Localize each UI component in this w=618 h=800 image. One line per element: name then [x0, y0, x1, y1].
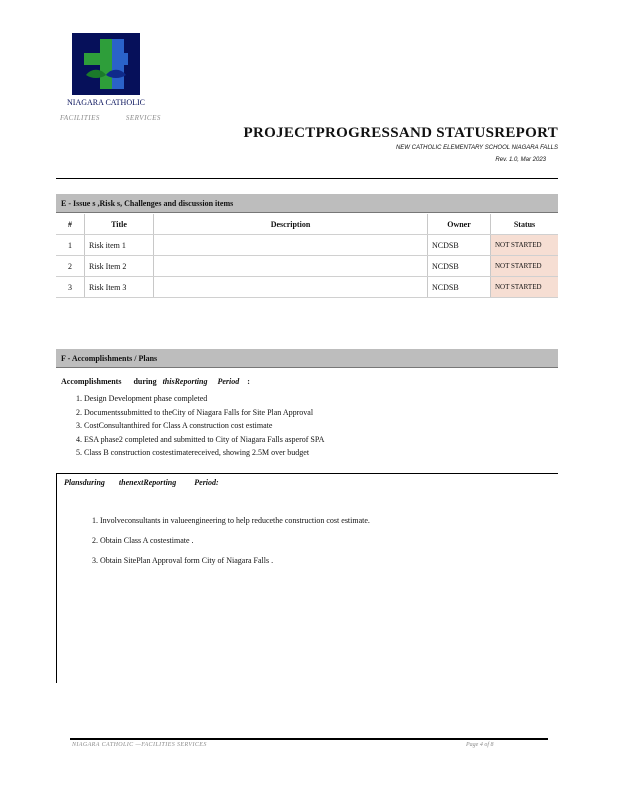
- niagara-catholic-logo: [67, 33, 145, 111]
- svg-text:NIAGARA CATHOLIC: NIAGARA CATHOLIC: [67, 98, 145, 107]
- logo-subtext: FACILITIES SERVICES: [60, 114, 161, 122]
- row-description: [154, 235, 428, 256]
- row-owner: NCDSB: [428, 235, 491, 256]
- list-item: 4. ESA phase2 completed and submitted to City of Niagara Falls asperof SPA: [84, 433, 554, 447]
- list-item: 1. Involveconsultants in valueengineering to help reducethe construction cost estimate.: [100, 511, 540, 531]
- row-owner: NCDSB: [428, 277, 491, 298]
- row-title: Risk Item 3: [85, 277, 154, 298]
- footer-org-label: NIAGARA CATHOLIC —FACILITIES SERVICES: [72, 742, 207, 748]
- table-row: [56, 277, 558, 298]
- status-badge: NOT STARTED: [491, 277, 559, 298]
- issues-table-header: [56, 214, 558, 235]
- footer-divider: [70, 738, 548, 740]
- col-owner: Owner: [428, 214, 491, 235]
- row-description: [154, 256, 428, 277]
- row-num: 1: [56, 235, 85, 256]
- plans-list: [76, 511, 540, 571]
- plans-period-heading: Plansduring thenextReporting Period:: [64, 478, 219, 487]
- page-number: Page 4 of 8: [466, 742, 494, 748]
- list-item: 5. Class B construction costestimatereceived, showing 2.5M over budget: [84, 446, 554, 460]
- row-title: Risk Item 2: [85, 256, 154, 277]
- revision-label: Rev. 1.0, Mar 2023: [495, 157, 546, 163]
- issues-table: [56, 214, 558, 298]
- table-row: [56, 235, 558, 256]
- table-row: [56, 256, 558, 277]
- col-status: Status: [491, 214, 559, 235]
- list-item: 3. Obtain SitePlan Approval form City of Niagara Falls .: [100, 551, 540, 571]
- list-item: 2. Obtain Class A costestimate .: [100, 531, 540, 551]
- row-num: 2: [56, 256, 85, 277]
- col-num: #: [56, 214, 85, 235]
- row-description: [154, 277, 428, 298]
- accomplishments-section-heading: F - Accomplishments / Plans: [56, 349, 558, 368]
- header-divider: [56, 178, 558, 179]
- row-title: Risk item 1: [85, 235, 154, 256]
- col-title: Title: [85, 214, 154, 235]
- plans-box: [56, 473, 558, 683]
- project-name: NEW CATHOLIC ELEMENTARY SCHOOL NIAGARA FALLS: [395, 145, 558, 151]
- col-description: Description: [154, 214, 428, 235]
- status-badge: NOT STARTED: [491, 235, 559, 256]
- list-item: 3. CostConsultanthired for Class A construction cost estimate: [84, 419, 554, 433]
- list-item: 2. Documentssubmitted to theCity of Niagara Falls for Site Plan Approval: [84, 406, 554, 420]
- list-item: 1. Design Development phase completed: [84, 392, 554, 406]
- accomplishments-list: [60, 392, 554, 460]
- row-owner: NCDSB: [428, 256, 491, 277]
- issues-section-heading: E - Issue s ,Risk s, Challenges and discussion items: [56, 194, 558, 213]
- accomplishments-period-heading: Accomplishments during thisReporting Period :: [61, 377, 250, 386]
- report-title: PROJECTPROGRESSAND STATUSREPORT: [243, 125, 558, 141]
- status-badge: NOT STARTED: [491, 256, 559, 277]
- row-num: 3: [56, 277, 85, 298]
